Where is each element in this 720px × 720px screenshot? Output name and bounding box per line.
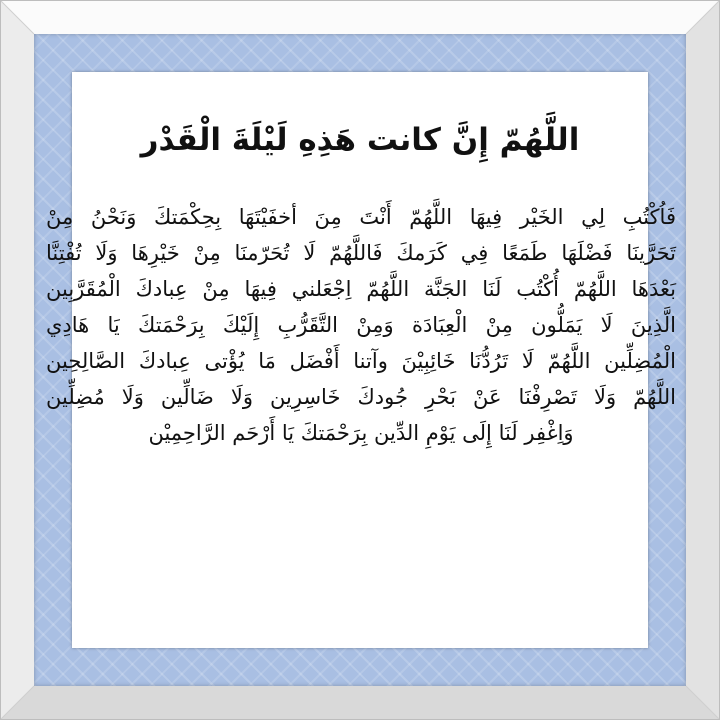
prayer-title: اللَّهُمّ إِنَّ كانت هَذِهِ لَيْلَةَ الْقَدْر	[140, 122, 580, 158]
prayer-line-3: بَعْدَهَا اللَّهُمّ أُكْتُب لَنَا الجَنَّة اللَّهُمّ اِجْعَلني فِيهَا مِنْ عِبادكَ الْمُقَرَّبِين	[46, 277, 676, 301]
prayer-line-4: الَّذِينَ لَا يَمَلُّون مِنْ الْعِبَادَة وَمِنْ التَّقَرُّبِ إِلَيْكَ بِرَحْمَتكَ يَا هَادِي	[46, 313, 676, 337]
prayer-line-1: فَاُكْتُبِ لِي الخَيْر فِيهَا اللَّهُمّ أَنْتَ مِنَ أخفَيْتَهَا بِحِكْمَتكَ وَنَحْنُ مِنْ	[46, 205, 676, 229]
prayer-line-7: وَاِغْفِر لَنَا إِلَى يَوْمِ الدِّين بِرَحْمَتكَ يَا أَرْحَم الرَّاحِمِيْن	[148, 421, 574, 445]
prayer-line-2: تَحَرَّينَا فَضْلَهَا طَمَعًا فِي كَرَمكَ فَاللَّهُمّ لَا تُحَرّمنَا مِنْ خَيْرِهَا وَلَا تُفْتِنَّا	[46, 241, 676, 265]
prayer-line-6: اللَّهُمّ وَلَا تَصْرِفْنَا عَنْ بَحْرِ جُودكَ خَاسِرِين وَلَا ضَالِّين وَلَا مُضِلِّين	[46, 385, 676, 409]
prayer-text	[46, 199, 676, 451]
prayer-line-5: الْمُضِلِّين اللَّهُمّ لَا تَرُدُّنَا خَائِبِيْنَ وآتنا أَفْضَل مَا يُؤْتى عِبادكَ الصَّالِحِين	[46, 349, 676, 373]
